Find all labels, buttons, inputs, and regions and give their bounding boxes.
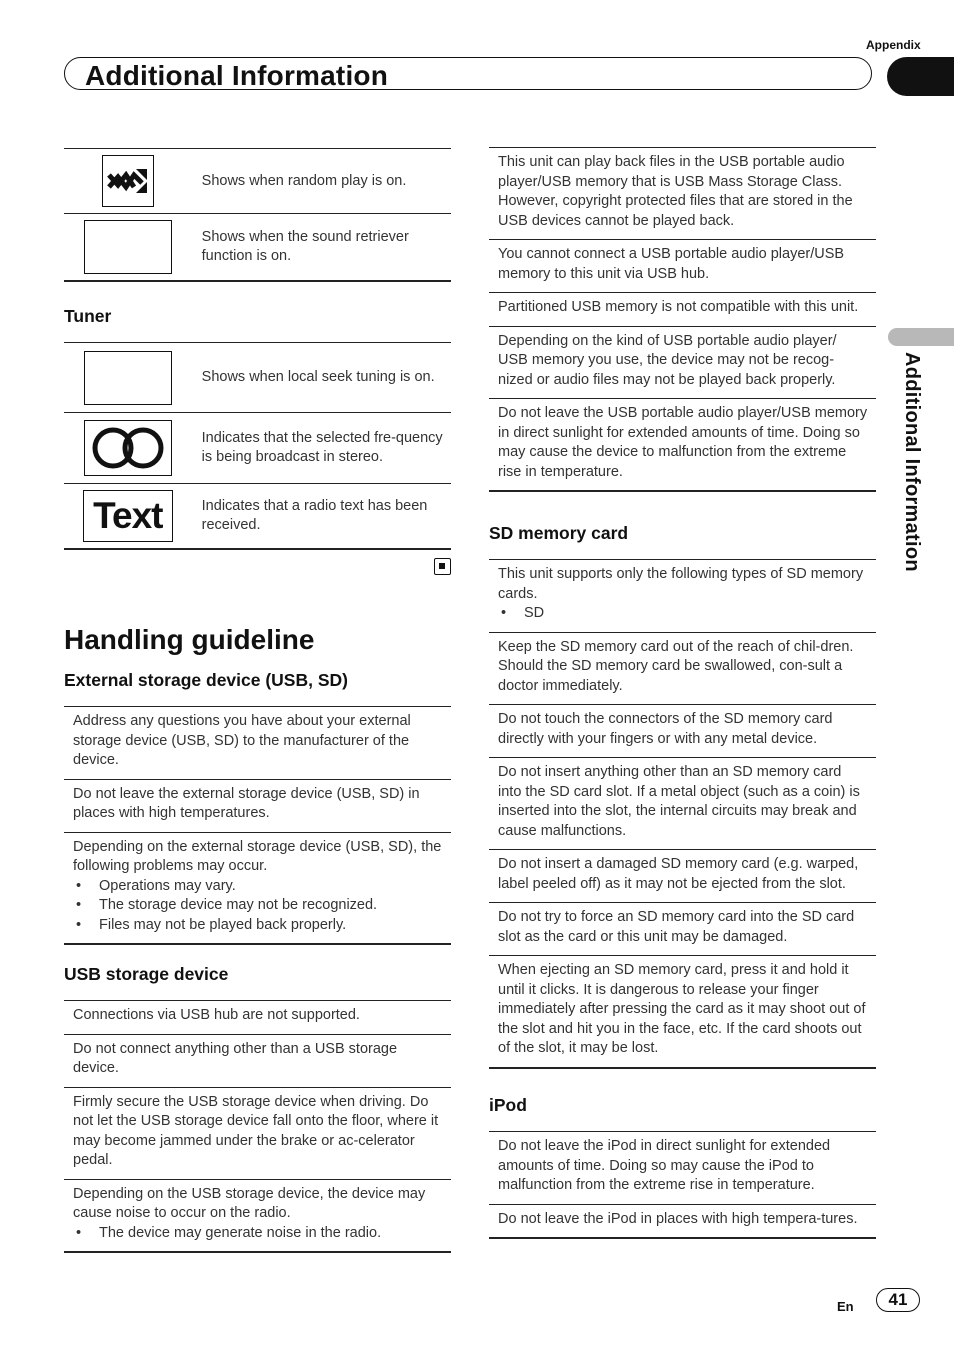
bullet-item: • The storage device may not be recognized. xyxy=(73,896,443,916)
radio-text-icon-label: Text xyxy=(93,495,163,536)
bullet-item: • The device may generate noise in the radio. xyxy=(73,1224,443,1244)
appendix-label: Appendix xyxy=(866,38,921,52)
indicator-row xyxy=(64,484,451,550)
note-item: When ejecting an SD memory card, press it and hold it until it clicks. It is dangerous to release your finger immediately after pressing the card as it may shoot out of the slot and hit you in the face, etc. If the card shoots out of the slot, it may be lost. xyxy=(489,955,876,1069)
language-label: En xyxy=(837,1299,854,1314)
usb-device-notes xyxy=(489,147,876,492)
indicator-row xyxy=(64,214,451,282)
page-number: 41 xyxy=(876,1288,920,1312)
indicator-row xyxy=(64,413,451,484)
sd-card-heading: SD memory card xyxy=(489,523,629,543)
indicator-table xyxy=(64,148,451,282)
note-item: Firmly secure the USB storage device when driving. Do not let the USB storage device fall onto the floor, where it may become jammed under the brake or ac-celerator pedal. xyxy=(64,1087,451,1179)
stereo-icon xyxy=(84,420,172,476)
side-tab-label: Additional Information xyxy=(901,352,923,572)
note-item: Connections via USB hub are not supported. xyxy=(64,1000,451,1034)
tuner-heading: Tuner xyxy=(64,306,112,326)
indicator-description: Shows when the sound retriever function is on. xyxy=(201,229,409,264)
page-title: Additional Information xyxy=(85,60,389,91)
note-item: Do not connect anything other than a USB storage device. xyxy=(64,1034,451,1087)
indicator-description: Shows when random play is on. xyxy=(201,172,407,189)
sd-card-notes xyxy=(489,559,876,1069)
side-tab-marker xyxy=(888,328,954,346)
bullet-item: • SD xyxy=(498,604,868,624)
note-item: Depending on the USB storage device, the device may cause noise to occur on the radio. • The device may generate noise in the radio. xyxy=(64,1179,451,1254)
note-item: Do not touch the connectors of the SD memory card directly with your fingers or with any metal device. xyxy=(489,704,876,757)
handling-heading: Handling guideline xyxy=(64,624,315,655)
note-item: This unit can play back files in the USB portable audio player/USB memory that is USB Mass Storage Class. However, copyright protected files that are stored in the USB devices cannot be played back. xyxy=(489,147,876,239)
random-play-icon xyxy=(102,155,154,207)
note-item: Do not try to force an SD memory card into the SD card slot as the card or this unit may be damaged. xyxy=(489,902,876,955)
external-storage-notes xyxy=(64,706,451,945)
tuner-table xyxy=(64,342,451,550)
header-banner xyxy=(64,57,872,90)
note-item: This unit supports only the following types of SD memory cards. • SD xyxy=(489,559,876,632)
indicator-description: Shows when local seek tuning is on. xyxy=(201,369,435,385)
header-tab xyxy=(887,57,954,96)
external-storage-heading: External storage device (USB, SD) xyxy=(64,670,348,690)
note-item: Do not insert anything other than an SD memory card into the SD card slot. If a metal object (such as a coin) is inserted into the slot, the internal circuits may break and cause malfunctions. xyxy=(489,757,876,849)
indicator-row xyxy=(64,342,451,413)
note-item: You cannot connect a USB portable audio player/USB memory to this unit via USB hub. xyxy=(489,239,876,292)
section-end-icon xyxy=(434,558,451,575)
sound-retriever-icon xyxy=(84,220,172,274)
indicator-row xyxy=(64,148,451,214)
usb-storage-heading: USB storage device xyxy=(64,964,229,984)
note-item: Depending on the kind of USB portable audio player/ USB memory you use, the device may not be recog-nized or audio files may not be played back properly. xyxy=(489,326,876,399)
note-item: Partitioned USB memory is not compatible with this unit. xyxy=(489,292,876,326)
indicator-description: Indicates that the selected fre-quency is being broadcast in stereo. xyxy=(201,430,443,465)
ipod-notes xyxy=(489,1131,876,1239)
note-item: Do not leave the external storage device (USB, SD) in places with high temperatures. xyxy=(64,779,451,832)
note-item: Do not leave the USB portable audio player/USB memory in direct sunlight for extended amounts of time. Doing so may cause the device to malfunction from the extreme rise in temperature. xyxy=(489,398,876,492)
note-item: Do not insert a damaged SD memory card (e.g. warped, label peeled off) as it may not be ejected from the slot. xyxy=(489,849,876,902)
note-item: Depending on the external storage device (USB, SD), the following problems may occur. • Operations may vary. • The storage device may not be recognized. • Files may not be played back properly. xyxy=(64,832,451,946)
bullet-item: • Operations may vary. xyxy=(73,877,443,897)
note-item: Address any questions you have about your external storage device (USB, SD) to the manufacturer of the device. xyxy=(64,706,451,779)
bullet-item: • Files may not be played back properly. xyxy=(73,916,443,936)
note-item: Do not leave the iPod in places with high tempera-tures. xyxy=(489,1204,876,1240)
indicator-description: Indicates that a radio text has been received. xyxy=(201,498,428,533)
usb-storage-notes xyxy=(64,1000,451,1253)
ipod-heading: iPod xyxy=(489,1095,527,1115)
note-item: Keep the SD memory card out of the reach of chil-dren. Should the SD memory card be swallowed, con-sult a doctor immediately. xyxy=(489,632,876,705)
local-seek-icon xyxy=(84,351,172,405)
note-item: Do not leave the iPod in direct sunlight for extended amounts of time. Doing so may cause the iPod to malfunction from the extreme rise in temperature. xyxy=(489,1131,876,1204)
radio-text-icon xyxy=(83,490,173,542)
